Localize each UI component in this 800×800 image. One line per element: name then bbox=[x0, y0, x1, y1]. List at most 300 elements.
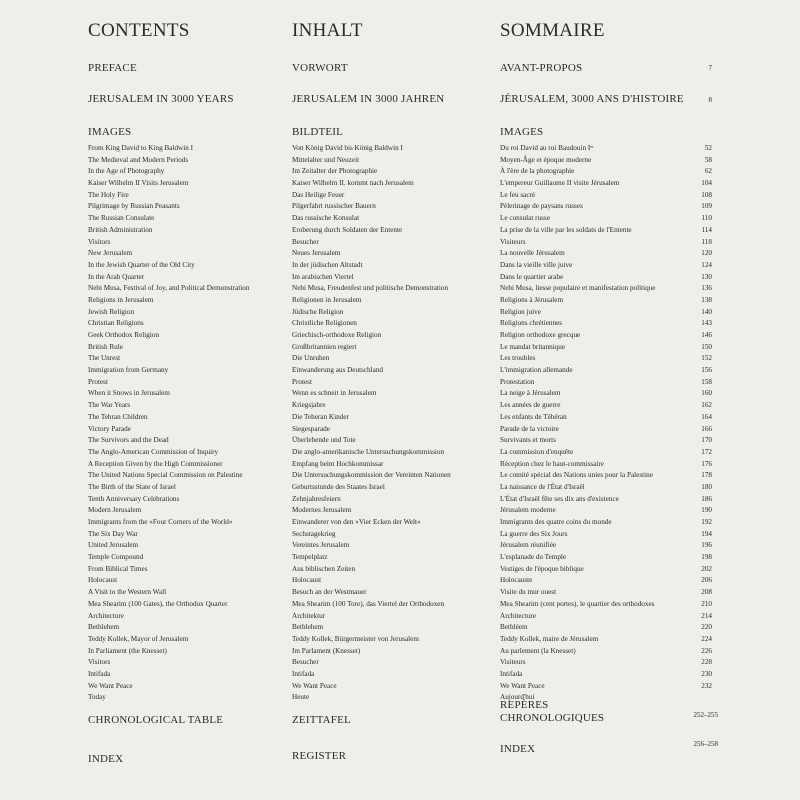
entry-page-number: 198 bbox=[701, 553, 712, 562]
entry-page-number: 109 bbox=[701, 202, 712, 211]
entry-label: Au parlement (la Knesset) bbox=[500, 646, 576, 655]
contents-entry bbox=[88, 213, 278, 225]
contents-entry bbox=[292, 388, 482, 400]
entry-label: Jérusalem moderne bbox=[500, 506, 556, 515]
contents-entry bbox=[500, 599, 712, 611]
contents-entry bbox=[88, 377, 278, 389]
contents-entry bbox=[292, 646, 482, 658]
contents-entry bbox=[500, 564, 712, 576]
entry-label: L'immigration allemande bbox=[500, 366, 573, 375]
german-title: INHALT bbox=[292, 20, 363, 41]
entry-label: Immigrants from the »Four Corners of the World« bbox=[88, 518, 233, 526]
french-jerusalem-heading: JÉRUSALEM, 3000 ANS D'HISTOIRE bbox=[500, 93, 684, 105]
entry-label: We Want Peace bbox=[88, 681, 133, 690]
contents-entry bbox=[292, 318, 482, 330]
entry-label: Holocauste bbox=[500, 576, 533, 585]
english-title: CONTENTS bbox=[88, 20, 190, 41]
entry-label: Holocaust bbox=[292, 576, 322, 585]
entry-label: Architecture bbox=[88, 611, 124, 620]
entry-page-number: 172 bbox=[701, 447, 712, 456]
entry-label: Moyen-Âge et époque moderne bbox=[500, 155, 592, 164]
contents-entry bbox=[500, 190, 712, 202]
contents-entry bbox=[292, 599, 482, 611]
contents-entry bbox=[292, 190, 482, 202]
entry-label: Modernes Jerusalem bbox=[292, 506, 352, 515]
entry-label: Im Parlament (Knesset) bbox=[292, 646, 361, 655]
contents-entry bbox=[500, 622, 712, 634]
english-image-list bbox=[88, 143, 278, 704]
entry-label: Jewish Religion bbox=[88, 307, 135, 316]
entry-page-number: 152 bbox=[701, 354, 712, 363]
contents-entry bbox=[88, 201, 278, 213]
contents-entry bbox=[292, 283, 482, 295]
contents-entry bbox=[500, 272, 712, 284]
entry-label: La naissance de l'État d'Israël bbox=[500, 482, 585, 491]
entry-label: Victory Parade bbox=[88, 424, 131, 433]
german-images-heading: BILDTEIL bbox=[292, 126, 344, 138]
entry-label: The Six Day War bbox=[88, 529, 138, 538]
entry-label: Dans la vieille ville juive bbox=[500, 260, 573, 269]
contents-entry bbox=[500, 435, 712, 447]
contents-entry bbox=[88, 470, 278, 482]
entry-label: Intifada bbox=[88, 669, 111, 678]
entry-page-number: 210 bbox=[701, 599, 712, 608]
entry-label: Empfang beim Hochkommissar bbox=[292, 459, 384, 468]
contents-entry bbox=[88, 681, 278, 693]
contents-entry bbox=[500, 377, 712, 389]
contents-entry bbox=[500, 552, 712, 564]
contents-entry bbox=[292, 435, 482, 447]
contents-entry bbox=[292, 248, 482, 260]
entry-label: Tenth Anniversary Celebrations bbox=[88, 494, 180, 503]
german-index-heading: REGISTER bbox=[292, 750, 347, 762]
entry-label: Religionen in Jerusalem bbox=[292, 295, 362, 304]
english-chronology-heading: CHRONOLOGICAL TABLE bbox=[88, 714, 224, 726]
contents-entry bbox=[88, 622, 278, 634]
entry-label: Mea Shearim (100 Tore), das Viertel der Orthodoxen bbox=[292, 599, 445, 608]
entry-page-number: 104 bbox=[701, 179, 712, 188]
entry-label: The Anglo-American Commission of Inquiry bbox=[88, 447, 219, 456]
entry-label: Eroberung durch Soldaten der Entente bbox=[292, 225, 403, 234]
contents-entry bbox=[500, 459, 712, 471]
contents-entry bbox=[500, 388, 712, 400]
entry-label: British Administration bbox=[88, 225, 153, 234]
entry-label: Architektur bbox=[292, 611, 326, 620]
entry-label: Pilgerfahrt russischer Bauern bbox=[292, 202, 376, 211]
contents-entry bbox=[292, 692, 482, 704]
entry-label: Sechstagekrieg bbox=[292, 529, 336, 538]
contents-entry bbox=[88, 634, 278, 646]
contents-entry bbox=[292, 540, 482, 552]
english-index-heading: INDEX bbox=[88, 753, 124, 765]
entry-page-number: 186 bbox=[701, 494, 712, 503]
contents-entry bbox=[88, 190, 278, 202]
entry-label: Jüdische Religion bbox=[292, 307, 344, 316]
contents-entry bbox=[500, 342, 712, 354]
contents-entry bbox=[500, 213, 712, 225]
entry-page-number: 162 bbox=[701, 401, 712, 410]
contents-entry bbox=[500, 330, 712, 342]
entry-label: In the Age of Photography bbox=[88, 167, 165, 176]
contents-entry bbox=[292, 377, 482, 389]
contents-entry bbox=[500, 646, 712, 658]
french-images-heading: IMAGES bbox=[500, 126, 544, 138]
contents-entry bbox=[88, 575, 278, 587]
entry-label: United Jerusalem bbox=[88, 541, 139, 550]
entry-label: Religion juive bbox=[500, 307, 541, 316]
contents-entry bbox=[88, 599, 278, 611]
entry-page-number: 232 bbox=[701, 681, 712, 690]
entry-label: Pèlerinage de paysans russes bbox=[500, 202, 583, 211]
entry-page-number: 52 bbox=[704, 144, 712, 152]
contents-entry bbox=[88, 646, 278, 658]
entry-label: L'esplanade du Temple bbox=[500, 553, 567, 562]
entry-label: La neige à Jérusalem bbox=[500, 389, 561, 398]
entry-page-number: 224 bbox=[701, 634, 712, 643]
contents-entry bbox=[88, 295, 278, 307]
entry-label: In Parliament (the Knesset) bbox=[88, 646, 167, 655]
contents-entry bbox=[292, 155, 482, 167]
french-chronology-line-2: CHRONOLOGIQUES bbox=[500, 712, 605, 724]
entry-label: Le feu sacré bbox=[500, 190, 536, 199]
entry-page-number: 114 bbox=[701, 225, 712, 234]
entry-label: Réception chez le haut-commissaire bbox=[500, 459, 604, 468]
preface-page-number: 7 bbox=[708, 64, 712, 72]
contents-entry bbox=[88, 388, 278, 400]
entry-page-number: 136 bbox=[701, 284, 712, 293]
contents-entry bbox=[500, 517, 712, 529]
entry-label: Le comité spécial des Nations unies pour la Palestine bbox=[500, 471, 653, 480]
contents-entry bbox=[500, 669, 712, 681]
entry-label: Aujourd'hui bbox=[500, 693, 535, 702]
entry-page-number: 143 bbox=[701, 319, 712, 328]
contents-entry bbox=[88, 424, 278, 436]
contents-entry bbox=[292, 166, 482, 178]
entry-page-number: 190 bbox=[701, 506, 712, 515]
contents-entry bbox=[500, 353, 712, 365]
contents-entry bbox=[88, 552, 278, 564]
entry-page-number: 110 bbox=[701, 214, 712, 223]
contents-entry bbox=[292, 482, 482, 494]
entry-page-number: 62 bbox=[704, 167, 712, 176]
entry-label: Tempelplatz bbox=[292, 553, 328, 562]
entry-page-number: 156 bbox=[701, 366, 712, 375]
entry-label: Wenn es schneit in Jerusalem bbox=[292, 389, 377, 398]
entry-label: Religions in Jerusalem bbox=[88, 295, 154, 304]
contents-entry bbox=[500, 155, 712, 167]
contents-entry bbox=[88, 400, 278, 412]
contents-entry bbox=[292, 634, 482, 646]
entry-label: Bethlehem bbox=[88, 623, 120, 632]
entry-label: Immigration from Germany bbox=[88, 366, 169, 375]
contents-entry bbox=[292, 330, 482, 342]
entry-label: In the Arab Quarter bbox=[88, 272, 145, 281]
contents-entry bbox=[88, 540, 278, 552]
entry-label: Visitors bbox=[88, 237, 111, 246]
contents-entry bbox=[500, 225, 712, 237]
entry-label: Protestation bbox=[500, 377, 535, 386]
entry-label: Bethlehem bbox=[292, 623, 324, 632]
contents-entry bbox=[292, 622, 482, 634]
contents-entry bbox=[292, 587, 482, 599]
entry-page-number: 146 bbox=[701, 331, 712, 339]
entry-label: La prise de la ville par les soldats de l'Entente bbox=[500, 225, 632, 234]
entry-label: L'État d'Israël fête ses dix ans d'existence bbox=[500, 494, 619, 503]
entry-page-number: 158 bbox=[701, 377, 712, 386]
entry-label: From King David to King Baldwin I bbox=[88, 144, 194, 152]
contents-entry bbox=[500, 283, 712, 295]
entry-page-number: 220 bbox=[701, 623, 712, 632]
contents-entry bbox=[500, 248, 712, 260]
entry-label: Zehnjahresfeiern bbox=[292, 494, 341, 503]
entry-label: The Survivors and the Dead bbox=[88, 436, 169, 445]
entry-label: Die Teheran Kinder bbox=[292, 412, 349, 421]
entry-label: Dans le quartier arabe bbox=[500, 272, 564, 281]
entry-page-number: 164 bbox=[701, 412, 712, 421]
entry-label: La guerre des Six Jours bbox=[500, 529, 568, 538]
contents-entry bbox=[292, 412, 482, 424]
entry-page-number: 192 bbox=[701, 518, 712, 526]
entry-page-number: 130 bbox=[701, 272, 712, 281]
entry-label: Religions chrétiennes bbox=[500, 319, 563, 328]
entry-label: Nebi Musa, liesse populaire et manifestation politique bbox=[500, 284, 656, 293]
contents-entry bbox=[88, 353, 278, 365]
contents-entry bbox=[292, 201, 482, 213]
entry-label: Kaiser Wilhelm II. kommt nach Jerusalem bbox=[292, 179, 414, 188]
entry-label: Heute bbox=[292, 693, 310, 702]
contents-entry bbox=[292, 353, 482, 365]
contents-entry bbox=[500, 166, 712, 178]
french-chronology-heading bbox=[500, 699, 670, 725]
entry-page-number: 208 bbox=[701, 588, 712, 597]
contents-entry bbox=[292, 295, 482, 307]
entry-page-number: 138 bbox=[701, 295, 712, 304]
contents-entry bbox=[500, 201, 712, 213]
contents-entry bbox=[88, 669, 278, 681]
contents-entry bbox=[292, 657, 482, 669]
entry-label: Visiteurs bbox=[500, 237, 526, 246]
entry-label: Temple Compound bbox=[88, 553, 144, 562]
entry-label: Besuch an der Westmauer bbox=[292, 588, 367, 597]
contents-entry bbox=[88, 564, 278, 576]
entry-page-number: 228 bbox=[701, 658, 712, 667]
entry-label: We Want Peace bbox=[292, 681, 337, 690]
contents-entry bbox=[88, 225, 278, 237]
entry-page-number: 178 bbox=[701, 471, 712, 480]
entry-label: Christian Religions bbox=[88, 319, 144, 328]
entry-label: The Birth of the State of Israel bbox=[88, 482, 176, 491]
contents-entry bbox=[88, 365, 278, 377]
contents-entry bbox=[88, 494, 278, 506]
entry-label: We Want Peace bbox=[500, 681, 545, 690]
entry-label: Les enfants de Téhéran bbox=[500, 412, 567, 421]
contents-entry bbox=[88, 342, 278, 354]
contents-entry bbox=[292, 681, 482, 693]
contents-entry bbox=[88, 283, 278, 295]
entry-label: British Rule bbox=[88, 342, 123, 351]
contents-entry bbox=[292, 505, 482, 517]
contents-entry bbox=[500, 540, 712, 552]
entry-label: Visitors bbox=[88, 658, 111, 667]
contents-entry bbox=[88, 482, 278, 494]
german-image-list bbox=[292, 143, 482, 704]
entry-label: Le consulat russe bbox=[500, 214, 550, 223]
contents-entry bbox=[292, 400, 482, 412]
contents-entry bbox=[292, 143, 482, 155]
entry-label: Teddy Kollek, maire de Jérusalem bbox=[500, 634, 599, 643]
contents-entry bbox=[500, 482, 712, 494]
entry-label: Im Zeitalter der Photographie bbox=[292, 167, 378, 176]
contents-entry bbox=[500, 307, 712, 319]
contents-entry bbox=[292, 494, 482, 506]
entry-page-number: 150 bbox=[701, 342, 712, 351]
contents-entry bbox=[88, 529, 278, 541]
entry-label: Protest bbox=[88, 377, 108, 386]
contents-entry bbox=[292, 669, 482, 681]
entry-label: Großbritannien regiert bbox=[292, 342, 357, 351]
entry-page-number: 206 bbox=[701, 576, 712, 585]
english-jerusalem-heading: JERUSALEM IN 3000 YEARS bbox=[88, 93, 234, 105]
entry-page-number: 108 bbox=[701, 190, 712, 199]
entry-page-number: 166 bbox=[701, 424, 712, 433]
contents-entry bbox=[88, 459, 278, 471]
contents-entry bbox=[88, 517, 278, 529]
entry-page-number: 118 bbox=[701, 237, 712, 246]
contents-entry bbox=[88, 330, 278, 342]
contents-entry bbox=[292, 529, 482, 541]
contents-entry bbox=[500, 400, 712, 412]
german-preface-heading: VORWORT bbox=[292, 62, 348, 74]
contents-entry bbox=[500, 318, 712, 330]
contents-entry bbox=[88, 260, 278, 272]
entry-label: Protest bbox=[292, 377, 312, 386]
entry-label: The Medieval and Modern Periods bbox=[88, 155, 189, 164]
entry-label: Mea Shearim (cent portes), le quartier des orthodoxes bbox=[500, 599, 655, 608]
entry-label: Christliche Religionen bbox=[292, 319, 357, 328]
english-images-heading: IMAGES bbox=[88, 126, 132, 138]
entry-label: Das russische Konsulat bbox=[292, 214, 360, 223]
contents-entry bbox=[292, 447, 482, 459]
entry-page-number: 120 bbox=[701, 249, 712, 258]
contents-entry bbox=[500, 260, 712, 272]
contents-entry bbox=[88, 272, 278, 284]
entry-label: Neues Jerusalem bbox=[292, 249, 341, 258]
contents-entry bbox=[88, 237, 278, 249]
german-chronology-heading: ZEITTAFEL bbox=[292, 714, 351, 726]
contents-entry bbox=[88, 412, 278, 424]
entry-label: In der jüdischen Altstadt bbox=[292, 260, 363, 269]
entry-label: The Holy Fire bbox=[88, 190, 129, 199]
entry-label: Teddy Kollek, Bürgermeister von Jerusalem bbox=[292, 634, 419, 643]
jerusalem-page-number: 8 bbox=[708, 96, 712, 104]
entry-label: Geburtsstunde des Staates Israel bbox=[292, 482, 385, 491]
contents-entry bbox=[292, 272, 482, 284]
contents-entry bbox=[292, 225, 482, 237]
entry-label: Today bbox=[88, 693, 106, 702]
french-image-list bbox=[500, 143, 712, 704]
contents-entry bbox=[88, 505, 278, 517]
contents-entry bbox=[88, 692, 278, 704]
contents-entry bbox=[500, 295, 712, 307]
contents-entry bbox=[500, 505, 712, 517]
german-jerusalem-heading: JERUSALEM IN 3000 JAHREN bbox=[292, 93, 445, 105]
contents-entry bbox=[292, 424, 482, 436]
contents-entry bbox=[292, 611, 482, 623]
entry-label: A Visit to the Western Wall bbox=[88, 588, 167, 597]
entry-label: Mea Shearim (100 Gates), the Orthodox Quarter bbox=[88, 599, 228, 608]
contents-entry bbox=[88, 307, 278, 319]
contents-entry bbox=[500, 470, 712, 482]
contents-entry bbox=[292, 307, 482, 319]
entry-label: Siegesparade bbox=[292, 424, 330, 433]
entry-label: When it Snows in Jerusalem bbox=[88, 389, 170, 398]
entry-label: La nouvelle Jérusalem bbox=[500, 249, 565, 258]
entry-label: Vereintes Jerusalem bbox=[292, 541, 350, 550]
entry-page-number: 124 bbox=[701, 260, 712, 269]
entry-label: Pilgrimage by Russian Peasants bbox=[88, 202, 180, 211]
entry-label: Teddy Kollek, Mayor of Jerusalem bbox=[88, 634, 189, 643]
entry-label: Aus biblischen Zeiten bbox=[292, 564, 356, 573]
contents-entry bbox=[292, 470, 482, 482]
entry-label: New Jerusalem bbox=[88, 249, 133, 258]
contents-entry bbox=[88, 611, 278, 623]
entry-label: Griechisch-orthodoxe Religion bbox=[292, 331, 382, 339]
entry-label: Religion orthodoxe grecque bbox=[500, 331, 581, 339]
contents-entry bbox=[500, 575, 712, 587]
entry-label: Architecture bbox=[500, 611, 536, 620]
entry-label: Nebi Musa, Freudenfest und politische Demonstration bbox=[292, 284, 449, 293]
entry-label: Einwanderer von den »Vier Ecken der Welt« bbox=[292, 518, 421, 526]
contents-entry bbox=[88, 435, 278, 447]
contents-entry bbox=[88, 318, 278, 330]
contents-entry bbox=[500, 494, 712, 506]
entry-label: Visite du mur ouest bbox=[500, 588, 557, 597]
entry-label: Vestiges de l'époque biblique bbox=[500, 564, 584, 573]
contents-entry bbox=[88, 155, 278, 167]
entry-label: Die Unruhen bbox=[292, 354, 330, 363]
contents-entry bbox=[292, 575, 482, 587]
entry-page-number: 194 bbox=[701, 529, 712, 538]
contents-entry bbox=[500, 634, 712, 646]
entry-label: Die Untersuchungskommission der Vereinten Nationen bbox=[292, 471, 451, 480]
entry-label: Les années de guerre bbox=[500, 401, 561, 410]
entry-label: The Tehran Children bbox=[88, 412, 148, 421]
contents-entry bbox=[88, 248, 278, 260]
contents-entry bbox=[500, 681, 712, 693]
entry-label: Parade de la victoire bbox=[500, 424, 559, 433]
entry-label: The Russian Consulate bbox=[88, 214, 155, 223]
entry-label: Visiteurs bbox=[500, 658, 526, 667]
contents-entry bbox=[500, 611, 712, 623]
entry-label: The United Nations Special Commission on Palestine bbox=[88, 471, 243, 480]
contents-entry bbox=[292, 237, 482, 249]
entry-page-number: 58 bbox=[704, 155, 712, 164]
contents-entry bbox=[292, 564, 482, 576]
entry-label: Besucher bbox=[292, 658, 319, 667]
entry-label: The War Years bbox=[88, 401, 131, 410]
contents-entry bbox=[88, 587, 278, 599]
contents-entry bbox=[292, 552, 482, 564]
entry-label: Le mandat britannique bbox=[500, 342, 566, 351]
contents-entry bbox=[292, 459, 482, 471]
entry-label: Überlebende und Tote bbox=[292, 436, 356, 445]
entry-label: Geek Orthodox Religion bbox=[88, 331, 160, 339]
entry-label: Survivants et morts bbox=[500, 436, 556, 445]
entry-label: Das Heilige Feuer bbox=[292, 190, 345, 199]
index-page-range: 256–258 bbox=[693, 740, 718, 748]
contents-entry bbox=[292, 260, 482, 272]
contents-entry bbox=[88, 178, 278, 190]
